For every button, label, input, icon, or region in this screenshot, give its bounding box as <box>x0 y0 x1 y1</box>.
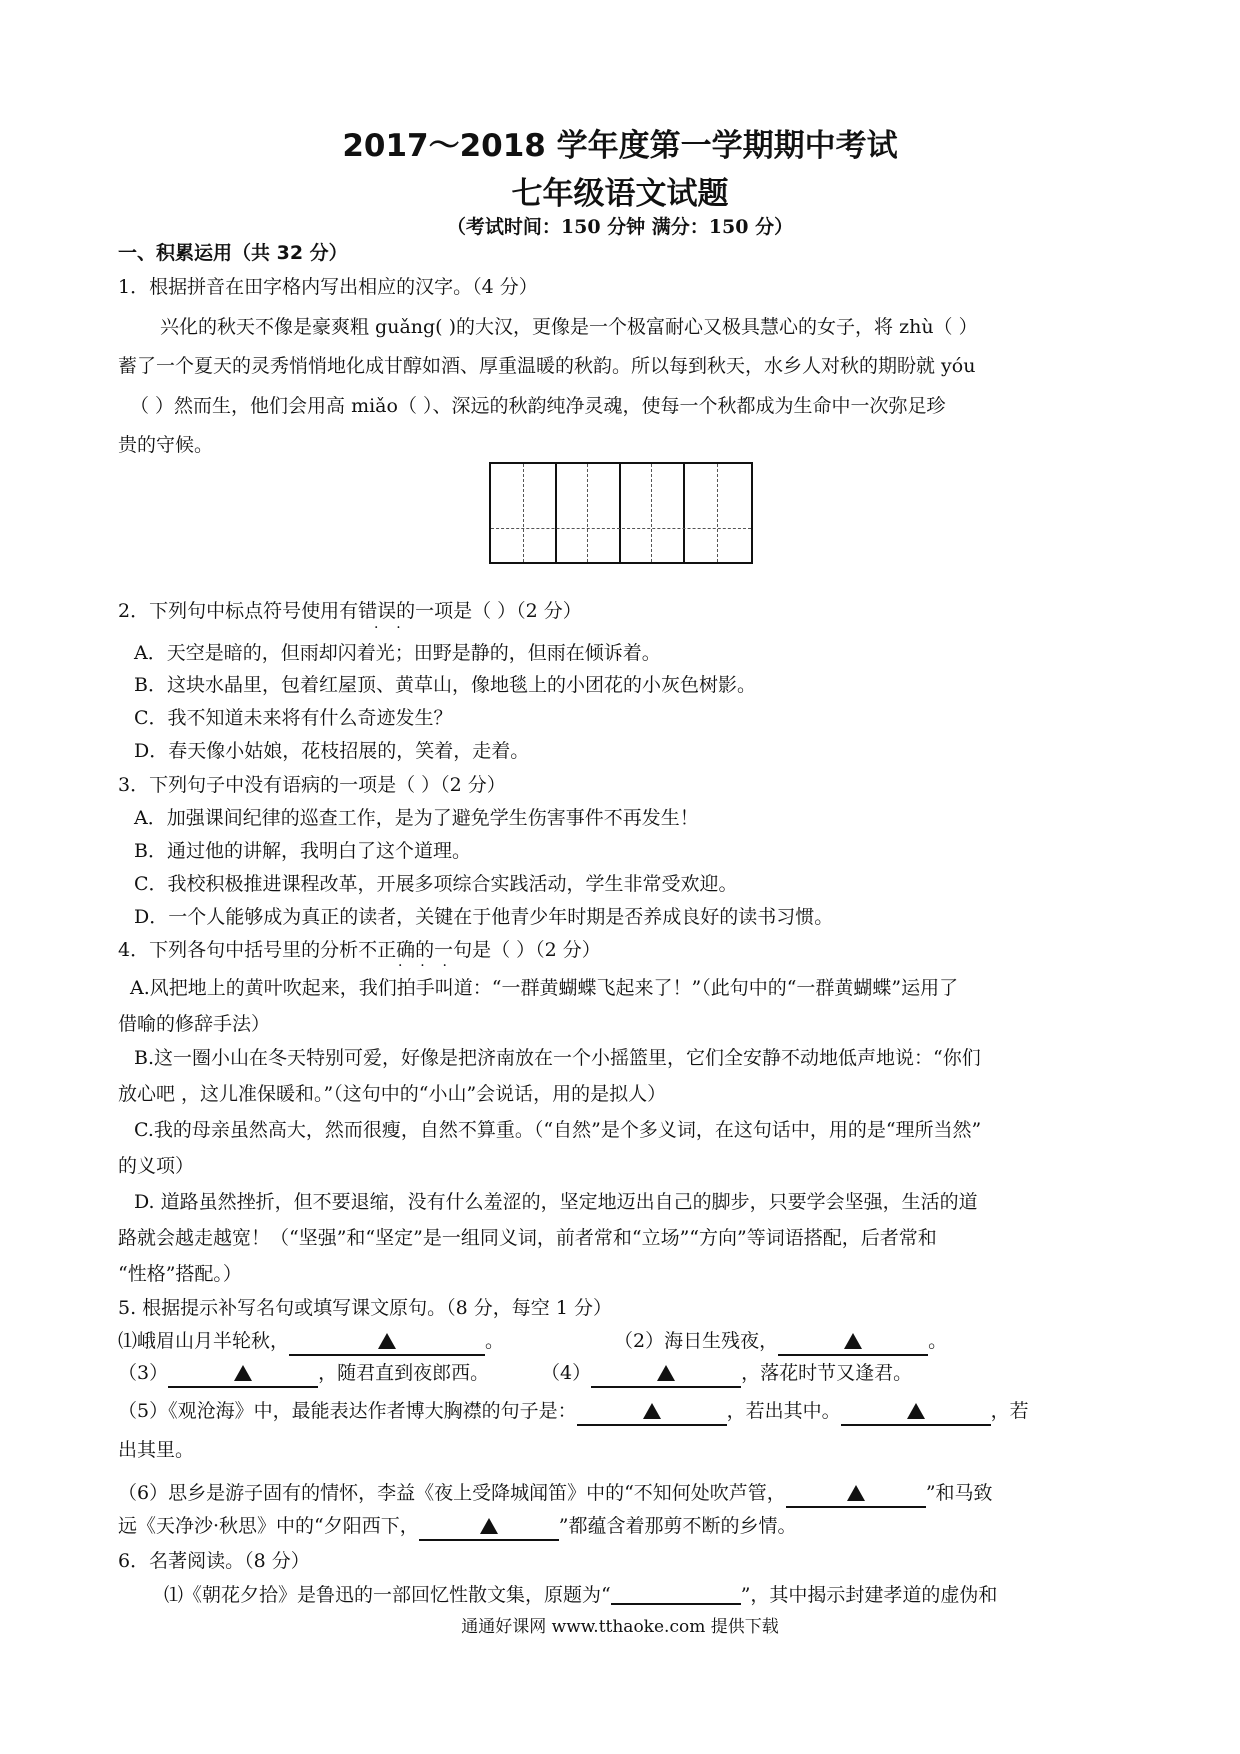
question-1-line-4: 贵的守候。 <box>118 434 214 456</box>
question-5-row-3: （5）《观沧海》中，最能表达作者博大胸襟的句子是： ，若出其中。 ，若 <box>118 1398 1128 1426</box>
emphasis-dots: · · <box>374 620 401 636</box>
answer-blank[interactable] <box>778 1332 928 1356</box>
answer-blank[interactable] <box>841 1402 991 1426</box>
question-5-row-2b: （4） ，落花时节又逢君。 <box>541 1360 1101 1388</box>
tianzige-grid[interactable] <box>489 462 753 564</box>
exam-subtitle: 七年级语文试题 <box>511 176 729 212</box>
triangle-icon <box>847 1485 865 1501</box>
emphasis-dots: · · · <box>398 958 447 974</box>
emphasis-text: 不正确 <box>358 939 416 961</box>
question-4-option-a-cont: 借喻的修辞手法） <box>118 1013 271 1035</box>
question-2-stem: 2．下列句中标点符号使用有错误的一项是（ ）（2 分） <box>118 600 582 622</box>
question-4-option-d-cont2: “性格”搭配。） <box>118 1263 242 1285</box>
question-1-stem: 1．根据拼音在田字格内写出相应的汉字。（4 分） <box>118 276 538 298</box>
question-3-stem: 3．下列句子中没有语病的一项是（ ）（2 分） <box>118 774 506 796</box>
question-5-row-4: （6）思乡是游子固有的情怀，李益《夜上受降城闻笛》中的“不知何处吹芦管， ”和马致 <box>118 1480 1128 1508</box>
question-1-line-3: （ ）然而生，他们会用高 miǎo（ ）、深远的秋韵纯净灵魂，使每一个秋都成为生命中一次弥足珍 <box>130 395 946 417</box>
page-footer: 通通好课网 www.tthaoke.com 提供下载 <box>461 1617 779 1637</box>
section-heading: 一、积累运用（共 32 分） <box>118 242 348 264</box>
question-4-stem: 4．下列各句中括号里的分析不正确的一句是（ ）（2 分） <box>118 939 601 961</box>
triangle-icon <box>657 1365 675 1381</box>
question-4-option-d-cont: 路就会越走越宽！（“坚强”和“坚定”是一组同义词，前者常和“立场”“方向”等词语搭配，后者常和 <box>118 1227 937 1249</box>
question-4-option-b-cont: 放心吧 ，这儿准保暖和。”（这句中的“小山”会说话，用的是拟人） <box>118 1083 667 1105</box>
triangle-icon <box>643 1403 661 1419</box>
question-4-option-a[interactable]: A.风把地上的黄叶吹起来，我们拍手叫道：“一群黄蝴蝶飞起来了！”（此句中的“一群黄蝴蝶”运用了 <box>130 977 959 999</box>
question-5-row-4-cont: 远《天净沙·秋思》中的“夕阳西下， ”都蕴含着那剪不断的乡情。 <box>118 1513 1128 1541</box>
question-3-option-d[interactable]: D．一个人能够成为真正的读者，关键在于他青少年时期是否养成良好的读书习惯。 <box>134 906 834 928</box>
answer-blank[interactable] <box>168 1364 318 1388</box>
exam-info: （考试时间：150 分钟 满分：150 分） <box>446 216 794 238</box>
question-3-option-b[interactable]: B．通过他的讲解，我明白了这个道理。 <box>134 840 471 862</box>
question-5-row-3-cont: 出其里。 <box>118 1439 195 1461</box>
answer-blank[interactable] <box>577 1402 727 1426</box>
question-4-option-c[interactable]: C.我的母亲虽然高大，然而很瘦，自然不算重。（“自然”是个多义词，在这句话中，用的是“理所当然” <box>134 1119 982 1141</box>
question-2-option-d[interactable]: D．春天像小姑娘，花枝招展的，笑着，走着。 <box>134 740 530 762</box>
triangle-icon <box>234 1365 252 1381</box>
question-2-option-c[interactable]: C．我不知道未来将有什么奇迹发生？ <box>134 707 453 729</box>
answer-blank[interactable] <box>289 1332 485 1356</box>
question-6-stem: 6．名著阅读。（8 分） <box>118 1550 310 1572</box>
emphasis-text: 错误 <box>358 600 397 622</box>
triangle-icon <box>844 1333 862 1349</box>
question-5-row-1: ⑴峨眉山月半轮秋， 。 <box>118 1328 1128 1356</box>
question-6-line-1: ⑴《朝花夕拾》是鲁迅的一部回忆性散文集，原题为“ ”，其中揭示封建孝道的虚伪和 <box>164 1581 1124 1608</box>
question-4-option-d[interactable]: D. 道路虽然挫折，但不要退缩，没有什么羞涩的，坚定地迈出自己的脚步，只要学会坚强，生活的道 <box>134 1191 978 1213</box>
triangle-icon <box>907 1403 925 1419</box>
answer-blank[interactable] <box>786 1484 926 1508</box>
question-5-row-1b: （2）海日生残夜， 。 <box>614 1328 1114 1356</box>
exam-title: 2017～2018 学年度第一学期期中考试 <box>342 128 898 164</box>
triangle-icon <box>378 1333 396 1349</box>
question-5-stem: 5. 根据提示补写名句或填写课文原句。（8 分，每空 1 分） <box>118 1297 612 1319</box>
question-1-line-1: 兴化的秋天不像是豪爽粗 guǎng( )的大汉，更像是一个极富耐心又极具慧心的女子，将 zhù（ ） <box>160 316 978 338</box>
question-5-row-2: （3） ，随君直到夜郎西。 <box>118 1360 1128 1388</box>
question-4-option-c-cont: 的义项） <box>118 1155 195 1177</box>
answer-blank[interactable] <box>611 1581 741 1605</box>
answer-blank[interactable] <box>591 1364 741 1388</box>
triangle-icon <box>480 1518 498 1534</box>
question-1-line-2: 蓄了一个夏天的灵秀悄悄地化成甘醇如酒、厚重温暖的秋韵。所以每到秋天，水乡人对秋的期盼就 yóu <box>118 355 976 377</box>
question-3-option-a[interactable]: A．加强课间纪律的巡查工作，是为了避免学生伤害事件不再发生！ <box>134 807 699 829</box>
question-3-option-c[interactable]: C．我校积极推进课程改革，开展多项综合实践活动，学生非常受欢迎。 <box>134 873 738 895</box>
question-2-option-b[interactable]: B．这块水晶里，包着红屋顶、黄草山，像地毯上的小团花的小灰色树影。 <box>134 674 756 696</box>
answer-blank[interactable] <box>419 1517 559 1541</box>
question-4-option-b[interactable]: B.这一圈小山在冬天特别可爱，好像是把济南放在一个小摇篮里，它们全安静不动地低声地说：“你们 <box>134 1047 981 1069</box>
question-2-option-a[interactable]: A．天空是暗的，但雨却闪着光；田野是静的，但雨在倾诉着。 <box>134 642 661 664</box>
